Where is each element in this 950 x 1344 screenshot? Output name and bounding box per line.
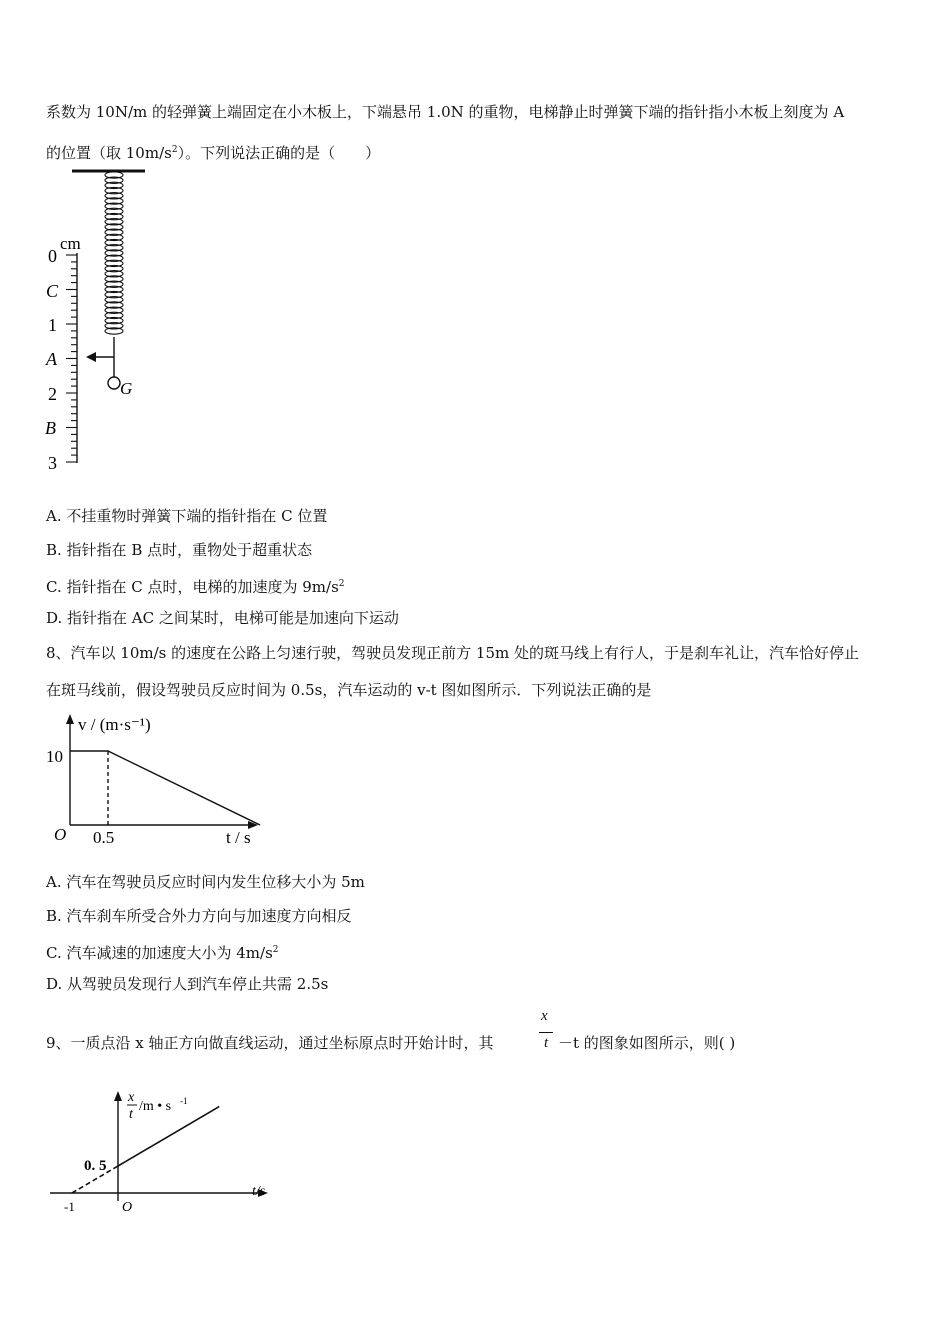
q8-vt-chart (40, 710, 270, 855)
y-label-unit: /m • s (139, 1099, 172, 1114)
q7-option-d: D. 指针指在 AC 之间某时，电梯可能是加速向下运动 (46, 609, 399, 627)
tick-label-3: 3 (48, 453, 57, 473)
q7-option-c-sup: 2 (338, 579, 345, 589)
y-label-numerator: x (128, 1090, 135, 1105)
q7-stem-text-a: 的位置（取 10m/s (46, 144, 172, 162)
spring-coil (105, 172, 123, 334)
tick-label-2: 2 (48, 384, 57, 404)
q7-stem-sup: 2 (171, 145, 178, 155)
q7-option-b: B. 指针指在 B 点时，重物处于超重状态 (46, 541, 313, 559)
ruler-unit: cm (60, 234, 81, 253)
q8-option-c (46, 940, 279, 963)
vt-series-line (70, 751, 260, 825)
y-label-denominator: t (129, 1107, 133, 1122)
q8-option-c-text: C. 汽车减速的加速度大小为 4m/s (46, 944, 273, 962)
tick-label-1: 1 (48, 315, 57, 335)
q7-stem-line2 (46, 140, 380, 163)
y-axis-arrow-icon (114, 1091, 122, 1101)
y-tick-10: 10 (46, 747, 63, 766)
tick-label-A: A (46, 349, 57, 369)
q8-stem-line1: 8、汽车以 10m/s 的速度在公路上匀速行驶，驾驶员发现正前方 15m 处的斑马线上有行人，于是刹车礼让，汽车恰好停止 (46, 644, 859, 662)
tick-label-B: B (45, 418, 56, 438)
x-axis-label: t/s (252, 1184, 266, 1199)
q8-option-c-sup: 2 (272, 945, 279, 955)
q8-option-b: B. 汽车刹车所受合外力方向与加速度方向相反 (46, 907, 352, 925)
q7-option-a: A. 不挂重物时弹簧下端的指针指在 C 位置 (46, 507, 328, 525)
q7-stem-text-b: ）。下列说法正确的是（ ） (177, 144, 381, 162)
q7-stem-line1: 系数为 10N/m 的轻弹簧上端固定在小木板上，下端悬吊 1.0N 的重物，电梯静止时弹簧下端的指针指小木板上刻度为 A (46, 103, 845, 121)
q8-option-a: A. 汽车在驾驶员反应时间内发生位移大小为 5m (46, 873, 365, 891)
q9-xt-chart (40, 1085, 290, 1220)
ruler-minor-ticks (66, 255, 77, 462)
q7-option-c (46, 574, 345, 597)
tick-label-C: C (46, 281, 59, 301)
x-tick-0-5: 0.5 (93, 828, 115, 847)
y-axis-arrow-icon (66, 714, 74, 724)
pointer-arrow-icon (86, 352, 96, 362)
q8-stem-line2: 在斑马线前，假设驾驶员反应时间为 0.5s，汽车运动的 v-t 图如图所示．下列说法正确的是 (46, 681, 652, 699)
weight-circle (108, 377, 120, 389)
y-tick-0-5: 0. 5 (84, 1158, 107, 1174)
q9-stem-a: 9、一质点沿 x 轴正方向做直线运动，通过坐标原点时开始计时，其 (46, 1034, 494, 1052)
q9-stem-b: －t 的图象如图所示，则( ) (558, 1034, 736, 1052)
weight-label: G (120, 379, 133, 398)
tick-label-0: 0 (48, 246, 57, 266)
origin-label: O (122, 1200, 133, 1215)
q7-option-c-text: C. 指针指在 C 点时，电梯的加速度为 9m/s (46, 578, 339, 596)
q9-frac-numerator: x (541, 1008, 548, 1024)
q7-spring-scale-figure (40, 165, 170, 475)
x-tick-neg1: -1 (64, 1199, 75, 1214)
y-label-exponent: -1 (180, 1096, 188, 1106)
x-axis-label: t / s (226, 828, 251, 847)
q9-frac-denominator: t (544, 1035, 549, 1051)
q8-option-d: D. 从驾驶员发现行人到汽车停止共需 2.5s (46, 975, 329, 993)
origin-label: O (54, 825, 67, 844)
q9-frac-bar (539, 1032, 553, 1033)
y-axis-label: v / (m·s⁻¹) (78, 715, 151, 734)
xt-series-line (118, 1107, 219, 1166)
